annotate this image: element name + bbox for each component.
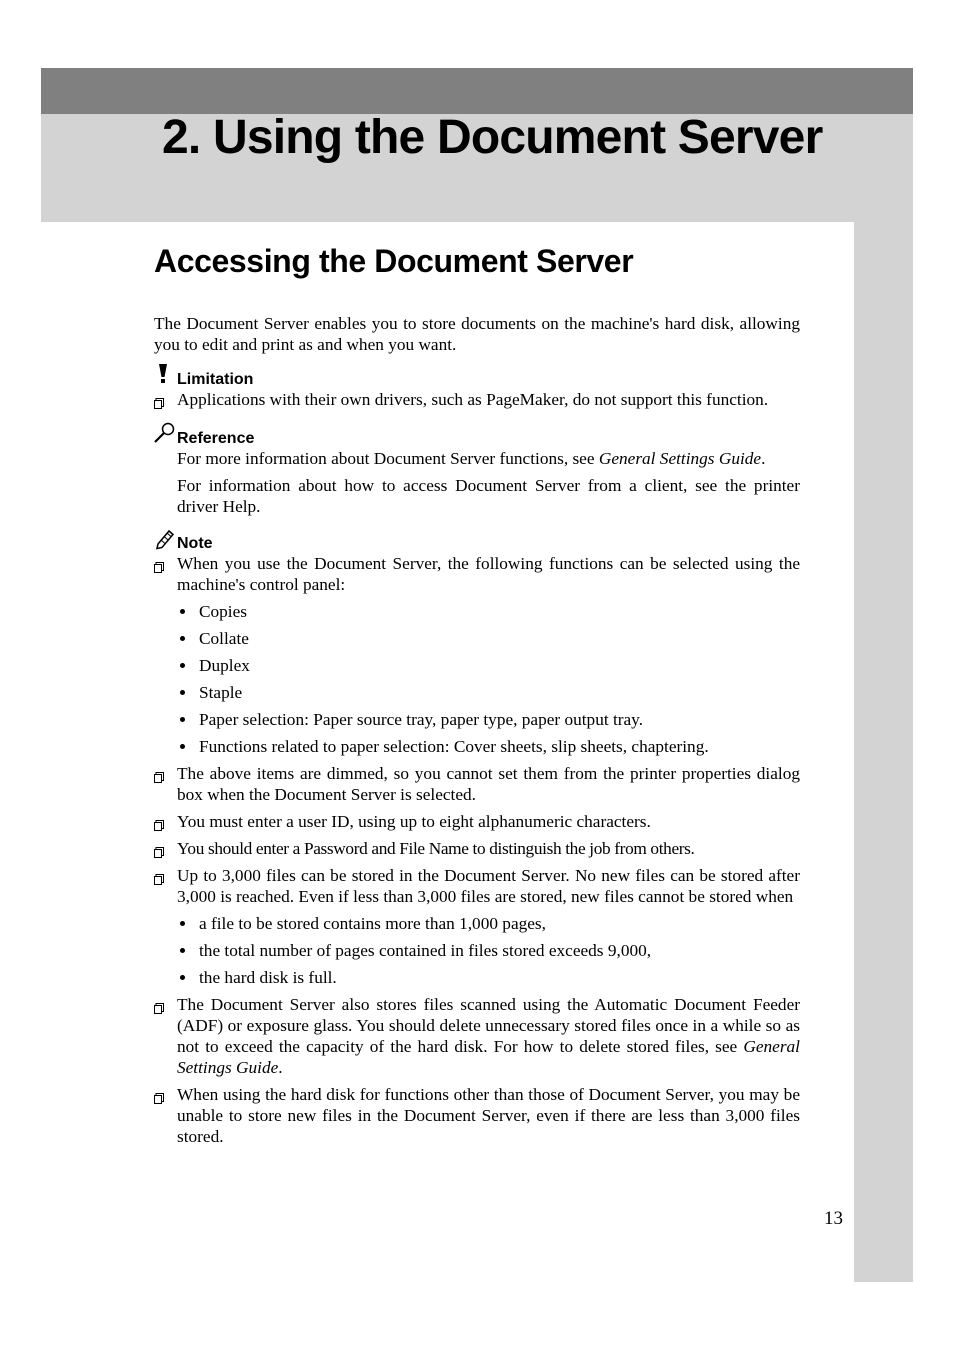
note-item: When you use the Document Server, the following functions can be selected using the machine's control panel: — [154, 553, 800, 595]
list-item: Duplex — [177, 655, 800, 676]
reference-paragraph-1: For more information about Document Server functions, see General Settings Guide. — [177, 449, 766, 468]
note-item: You must enter a user ID, using up to eight alphanumeric characters. — [154, 811, 800, 832]
limitation-item: Applications with their own drivers, such as PageMaker, do not support this function. — [154, 389, 800, 410]
limitation-label: Limitation — [177, 371, 254, 388]
list-item: Collate — [177, 628, 800, 649]
reference-label: Reference — [177, 430, 255, 447]
bullet-icon — [180, 744, 185, 749]
note-item: The above items are dimmed, so you cannot set them from the printer properties dialog box when the Document Server is selected. — [154, 763, 800, 805]
chapter-title: 2. Using the Document Server — [162, 111, 823, 164]
note-item: When using the hard disk for functions other than those of Document Server, you may be unable to store new files in the Document Server, even if there are less than 3,000 files stored. — [154, 1084, 800, 1147]
page-content — [154, 313, 800, 1147]
list-item: Paper selection: Paper source tray, paper type, paper output tray. — [177, 709, 800, 730]
list-item: the hard disk is full. — [177, 967, 800, 988]
reference-paragraph-2: For information about how to access Document Server from a client, see the printer driver Help. — [177, 476, 800, 516]
list-item: a file to be stored contains more than 1,000 pages, — [177, 913, 800, 934]
page-side-bar — [854, 222, 913, 1282]
bullet-icon — [180, 609, 185, 614]
manual-reference: General Settings Guide — [598, 449, 762, 468]
manual-reference: General Settings Guide — [177, 1037, 800, 1077]
checkbox-icon — [154, 393, 164, 404]
note-item: The Document Server also stores files scanned using the Automatic Document Feeder (ADF) or exposure glass. You should delete unnecessary stored files once in a while so as not to exceed the capacity of the hard disk. For how to delete stored files, see General Settings Guide. — [154, 994, 800, 1078]
checkbox-icon — [154, 842, 164, 853]
note-item: You should enter a Password and File Name to distinguish the job from others. — [154, 838, 800, 859]
checkbox-icon — [154, 557, 164, 568]
checkbox-icon — [154, 998, 164, 1009]
bullet-icon — [180, 921, 185, 926]
function-list — [154, 601, 800, 757]
checkbox-icon — [154, 1088, 164, 1099]
bullet-icon — [180, 948, 185, 953]
exclamation-icon — [154, 363, 176, 387]
checkbox-icon — [154, 767, 164, 778]
chapter-header-band-dark — [41, 68, 913, 114]
note-label: Note — [177, 535, 213, 552]
reference-heading — [154, 426, 800, 448]
page-number: 13 — [824, 1208, 843, 1229]
intro-paragraph: The Document Server enables you to store documents on the machine's hard disk, allowing you to edit and print as and when you want. — [154, 314, 800, 354]
list-item: the total number of pages contained in files stored exceeds 9,000, — [177, 940, 800, 961]
checkbox-icon — [154, 815, 164, 826]
list-item: Staple — [177, 682, 800, 703]
bullet-icon — [180, 690, 185, 695]
bullet-icon — [180, 636, 185, 641]
list-item: Functions related to paper selection: Cover sheets, slip sheets, chaptering. — [177, 736, 800, 757]
magnifier-icon — [154, 422, 176, 446]
pencil-icon — [154, 527, 176, 551]
bullet-icon — [180, 717, 185, 722]
list-item: Copies — [177, 601, 800, 622]
note-heading — [154, 531, 800, 553]
note-item: Up to 3,000 files can be stored in the Document Server. No new files can be stored after 3,000 is reached. Even if less than 3,000 files are stored, new files cannot be stored when — [154, 865, 800, 907]
bullet-icon — [180, 663, 185, 668]
limitation-heading — [154, 367, 800, 389]
checkbox-icon — [154, 869, 164, 880]
storage-limit-list — [154, 913, 800, 988]
bullet-icon — [180, 975, 185, 980]
section-title: Accessing the Document Server — [154, 243, 634, 279]
